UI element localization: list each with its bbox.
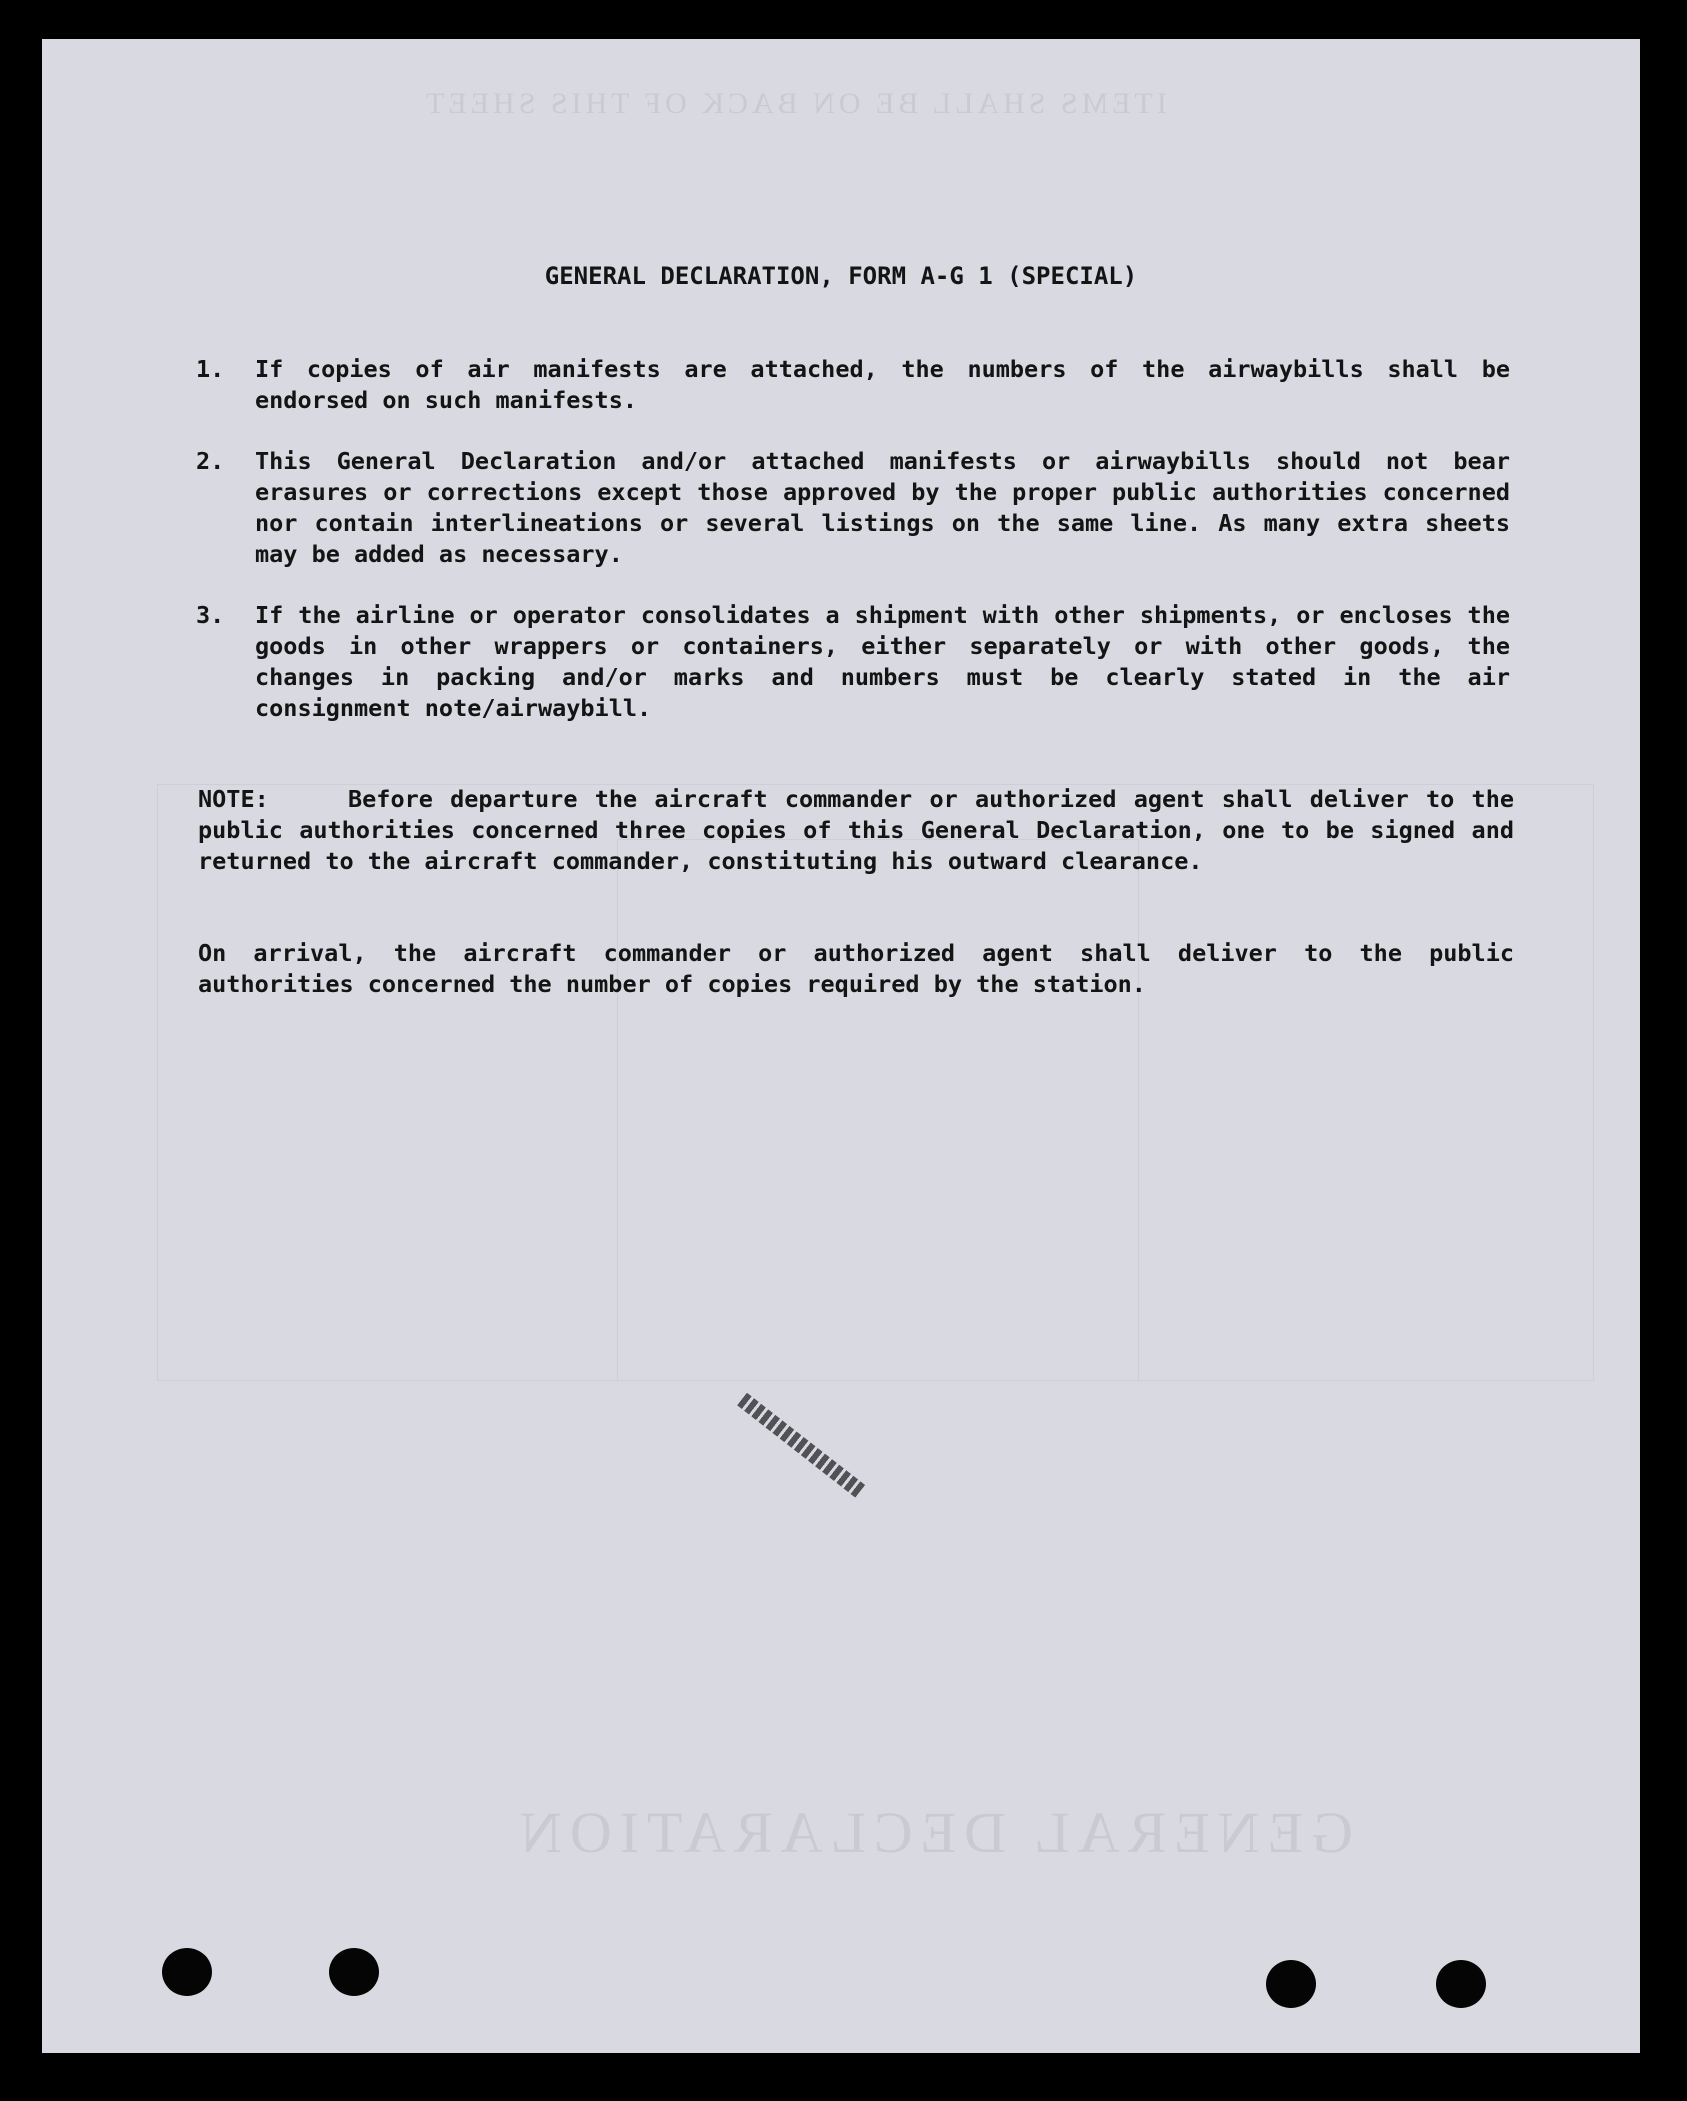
item-text: This General Declaration and/or attached manifests or airwaybills should not bear erasures or corrections except those approved by the proper public authorities concerned nor contain interlineations or several listings on the same line. As many extra sheets may be added as necessary. bbox=[255, 447, 1510, 568]
bleed-through-header: ITEMS SHALL BE ON BACK OF THIS SHEET bbox=[422, 87, 1167, 120]
stamp-mark bbox=[737, 1393, 865, 1498]
punch-hole bbox=[1436, 1960, 1486, 2008]
note-label: NOTE: bbox=[198, 785, 269, 813]
punch-hole bbox=[1266, 1960, 1316, 2008]
item-text: If the airline or operator consolidates a shipment with other shipments, or encloses the goods in other wrappers or containers, either separately or with other goods, the changes in packing and/or marks and numbers must be clearly stated in the air consignment note/airwaybill. bbox=[255, 601, 1510, 722]
item-number: 1. bbox=[196, 355, 225, 383]
document-title: GENERAL DECLARATION, FORM A-G 1 (SPECIAL) bbox=[544, 262, 1138, 290]
bleed-through-title: GENERAL DECLARATION bbox=[512, 1800, 1353, 1865]
item-text: If copies of air manifests are attached, the numbers of the airwaybills shall be endorsed on such manifests. bbox=[255, 355, 1510, 414]
punch-hole bbox=[329, 1948, 379, 1996]
note-paragraph bbox=[198, 784, 1514, 877]
punch-hole bbox=[162, 1948, 212, 1996]
document-page bbox=[42, 39, 1640, 2053]
note-text: Before departure the aircraft commander or authorized agent shall deliver to the public authorities concerned three copies of this General Declaration, one to be signed and returned to the aircraft commander, constituting his outward clearance. bbox=[198, 785, 1514, 875]
item-number: 2. bbox=[196, 447, 225, 475]
bleed-through-table-inner bbox=[617, 839, 1139, 1381]
item-number: 3. bbox=[196, 601, 225, 629]
arrival-paragraph: On arrival, the aircraft commander or authorized agent shall deliver to the public authorities concerned the number of copies required by the station. bbox=[198, 939, 1514, 998]
